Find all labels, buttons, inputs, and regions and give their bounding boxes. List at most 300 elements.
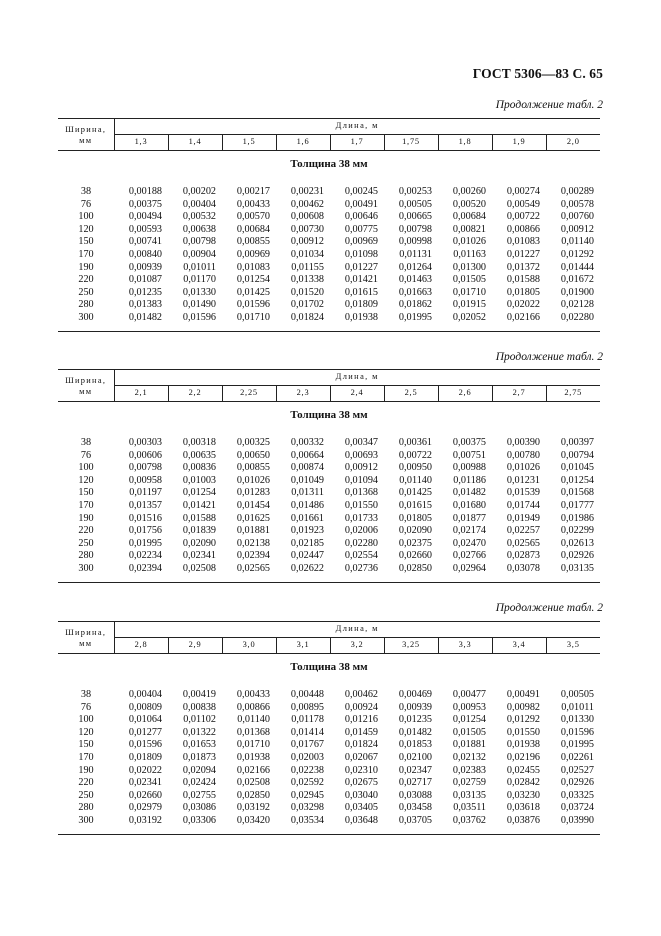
volume-cell: 0,02873: [506, 550, 540, 562]
table-row: [58, 790, 600, 803]
volume-cell: 0,00217: [236, 186, 270, 197]
length-header: Длина, м: [114, 622, 600, 638]
volume-cell: 0,00809: [128, 701, 162, 713]
width-cell: 150: [78, 739, 94, 751]
width-cell: 250: [78, 789, 94, 801]
volume-cell: 0,01938: [344, 311, 378, 323]
volume-cell: 0,00684: [236, 223, 270, 235]
volume-cell: 0,02613: [560, 537, 594, 549]
volume-cell: 0,03876: [506, 814, 540, 826]
volume-cell: 0,02067: [344, 751, 378, 763]
volume-cell: 0,00988: [452, 462, 486, 474]
row-header-width: [58, 370, 114, 402]
table-row: [58, 224, 600, 237]
width-cell: 280: [78, 802, 94, 814]
volume-cell: 0,02394: [236, 550, 270, 562]
volume-cell: 0,01949: [506, 512, 540, 524]
volume-cell: 0,02022: [506, 299, 540, 311]
volume-cell: 0,00608: [290, 211, 324, 223]
volume-cell: 0,02565: [506, 537, 540, 549]
volume-cell: 0,00274: [506, 186, 540, 197]
column-header: 2,5: [384, 386, 438, 402]
volume-cell: 0,00693: [344, 449, 378, 461]
volume-cell: 0,01756: [128, 525, 162, 537]
volume-cell: 0,01311: [291, 487, 324, 499]
row-header-label: Ширина, мм: [65, 627, 107, 648]
volume-cell: 0,02979: [128, 802, 162, 814]
volume-cell: 0,01231: [506, 474, 540, 486]
volume-cell: 0,02447: [290, 550, 324, 562]
volume-cell: 0,00245: [344, 186, 378, 197]
column-header: 3,3: [438, 638, 492, 654]
volume-cell: 0,00912: [344, 462, 378, 474]
volume-cell: 0,00780: [506, 449, 540, 461]
volume-cell: 0,02257: [506, 525, 540, 537]
volume-cell: 0,01710: [452, 286, 486, 298]
volume-cell: 0,00638: [182, 223, 216, 235]
volume-cell: 0,00505: [560, 689, 594, 700]
length-header: Длина, м: [114, 370, 600, 386]
volume-cell: 0,01102: [183, 714, 216, 726]
volume-cell: 0,01140: [237, 714, 270, 726]
table-row: [58, 312, 600, 325]
volume-cell: 0,01197: [129, 487, 162, 499]
volume-cell: 0,01663: [398, 286, 432, 298]
volume-cell: 0,00520: [452, 198, 486, 210]
volume-cell: 0,00404: [182, 198, 216, 210]
table-row: [58, 714, 600, 727]
volume-cell: 0,00798: [128, 462, 162, 474]
table-row: [58, 274, 600, 287]
volume-cell: 0,02964: [452, 562, 486, 574]
data-table: [58, 369, 600, 583]
volume-cell: 0,01094: [344, 474, 378, 486]
volume-cell: 0,02094: [182, 764, 216, 776]
volume-cell: 0,01026: [452, 236, 486, 248]
table-row: [58, 186, 600, 199]
volume-cell: 0,02717: [398, 777, 432, 789]
volume-cell: 0,01425: [236, 286, 270, 298]
column-header: 3,4: [492, 638, 546, 654]
volume-cell: 0,00912: [560, 223, 594, 235]
volume-cell: 0,01482: [398, 726, 432, 738]
table-row: [58, 475, 600, 488]
volume-cell: 0,02850: [398, 562, 432, 574]
volume-cell: 0,02280: [344, 537, 378, 549]
column-header: 2,7: [492, 386, 546, 402]
volume-cell: 0,02736: [344, 562, 378, 574]
volume-cell: 0,01550: [506, 726, 540, 738]
volume-cell: 0,01881: [236, 525, 270, 537]
column-header: 2,2: [168, 386, 222, 402]
volume-cell: 0,00821: [452, 223, 486, 235]
width-cell: 150: [78, 236, 94, 248]
volume-cell: 0,02022: [128, 764, 162, 776]
volume-cell: 0,00433: [236, 689, 270, 700]
width-cell: 38: [80, 689, 92, 700]
width-cell: 170: [78, 499, 94, 511]
volume-cell: 0,00684: [452, 211, 486, 223]
volume-cell: 0,01227: [344, 261, 378, 273]
width-cell: 150: [78, 487, 94, 499]
volume-cell: 0,00477: [452, 689, 486, 700]
volume-cell: 0,01900: [560, 286, 594, 298]
volume-cell: 0,01131: [399, 248, 432, 260]
column-header: 2,25: [222, 386, 276, 402]
volume-cell: 0,02660: [398, 550, 432, 562]
table-row: [58, 450, 600, 463]
volume-cell: 0,00866: [236, 701, 270, 713]
volume-cell: 0,02006: [344, 525, 378, 537]
volume-cell: 0,02508: [182, 562, 216, 574]
table-row: [58, 777, 600, 790]
volume-cell: 0,00838: [182, 701, 216, 713]
volume-cell: 0,00939: [128, 261, 162, 273]
volume-cell: 0,00982: [506, 701, 540, 713]
volume-cell: 0,01026: [506, 462, 540, 474]
volume-cell: 0,02052: [452, 311, 486, 323]
volume-cell: 0,00751: [452, 449, 486, 461]
volume-cell: 0,01049: [290, 474, 324, 486]
page-header: ГОСТ 5306—83 С. 65: [472, 66, 603, 81]
volume-cell: 0,03420: [236, 814, 270, 826]
volume-cell: 0,00798: [182, 236, 216, 248]
volume-cell: 0,02261: [560, 751, 594, 763]
volume-cell: 0,00549: [506, 198, 540, 210]
volume-cell: 0,00939: [398, 701, 432, 713]
volume-cell: 0,01368: [344, 487, 378, 499]
volume-cell: 0,02100: [398, 751, 432, 763]
volume-cell: 0,02003: [290, 751, 324, 763]
volume-cell: 0,01283: [236, 487, 270, 499]
width-cell: 100: [78, 211, 94, 223]
volume-cell: 0,02138: [236, 537, 270, 549]
volume-cell: 0,01995: [128, 537, 162, 549]
width-cell: 280: [78, 299, 94, 311]
table-row: [58, 211, 600, 224]
volume-cell: 0,00260: [452, 186, 486, 197]
volume-cell: 0,01568: [560, 487, 594, 499]
volume-table-1: [58, 118, 600, 332]
volume-cell: 0,01710: [236, 739, 270, 751]
volume-cell: 0,02945: [290, 789, 324, 801]
width-cell: 190: [78, 261, 94, 273]
column-header: 1,9: [492, 135, 546, 151]
width-cell: 76: [80, 198, 92, 210]
volume-cell: 0,02174: [452, 525, 486, 537]
volume-cell: 0,00433: [236, 198, 270, 210]
volume-cell: 0,01588: [506, 274, 540, 286]
table-row: [58, 462, 600, 475]
volume-cell: 0,00318: [182, 437, 216, 448]
volume-cell: 0,01805: [398, 512, 432, 524]
volume-cell: 0,01383: [128, 299, 162, 311]
volume-cell: 0,00375: [452, 437, 486, 448]
table-row: [58, 262, 600, 275]
table-continuation-label: Продолжение табл. 2: [495, 351, 603, 363]
volume-cell: 0,01550: [344, 499, 378, 511]
volume-cell: 0,03762: [452, 814, 486, 826]
volume-cell: 0,01045: [560, 462, 594, 474]
volume-cell: 0,01235: [128, 286, 162, 298]
volume-cell: 0,01140: [561, 236, 594, 248]
volume-cell: 0,01330: [182, 286, 216, 298]
width-cell: 38: [80, 186, 92, 197]
volume-cell: 0,02128: [560, 299, 594, 311]
volume-cell: 0,01087: [128, 274, 162, 286]
volume-cell: 0,01414: [290, 726, 324, 738]
width-cell: 120: [78, 726, 94, 738]
volume-cell: 0,03192: [236, 802, 270, 814]
volume-cell: 0,02842: [506, 777, 540, 789]
volume-cell: 0,00462: [290, 198, 324, 210]
volume-cell: 0,01596: [560, 726, 594, 738]
volume-cell: 0,00924: [344, 701, 378, 713]
column-header: 3,5: [546, 638, 600, 654]
volume-cell: 0,01163: [453, 248, 486, 260]
width-cell: 300: [78, 311, 94, 323]
width-cell: 76: [80, 701, 92, 713]
volume-cell: 0,01995: [560, 739, 594, 751]
volume-cell: 0,01733: [344, 512, 378, 524]
volume-cell: 0,01505: [452, 274, 486, 286]
table-row: [58, 437, 600, 450]
volume-cell: 0,01463: [398, 274, 432, 286]
volume-cell: 0,00953: [452, 701, 486, 713]
volume-cell: 0,02527: [560, 764, 594, 776]
volume-cell: 0,01425: [398, 487, 432, 499]
volume-cell: 0,01482: [452, 487, 486, 499]
volume-cell: 0,01986: [560, 512, 594, 524]
volume-cell: 0,01254: [182, 487, 216, 499]
table-row: [58, 563, 600, 576]
volume-cell: 0,00998: [398, 236, 432, 248]
width-cell: 120: [78, 223, 94, 235]
volume-cell: 0,02238: [290, 764, 324, 776]
volume-cell: 0,02185: [290, 537, 324, 549]
volume-cell: 0,01003: [182, 474, 216, 486]
volume-cell: 0,00289: [560, 186, 594, 197]
volume-cell: 0,01824: [344, 739, 378, 751]
column-header: 1,6: [276, 135, 330, 151]
table-row: [58, 249, 600, 262]
volume-cell: 0,01155: [291, 261, 324, 273]
column-header: 1,75: [384, 135, 438, 151]
volume-cell: 0,02622: [290, 562, 324, 574]
width-cell: 250: [78, 537, 94, 549]
volume-cell: 0,01140: [399, 474, 432, 486]
table-row: [58, 802, 600, 815]
width-cell: 220: [78, 777, 94, 789]
column-header: 2,8: [114, 638, 168, 654]
width-cell: 220: [78, 525, 94, 537]
volume-cell: 0,02310: [344, 764, 378, 776]
volume-cell: 0,00798: [398, 223, 432, 235]
table-row: [58, 752, 600, 765]
volume-cell: 0,01178: [291, 714, 324, 726]
volume-cell: 0,00448: [290, 689, 324, 700]
volume-cell: 0,00969: [344, 236, 378, 248]
volume-cell: 0,01615: [398, 499, 432, 511]
volume-cell: 0,01995: [398, 311, 432, 323]
volume-cell: 0,01421: [344, 274, 378, 286]
volume-cell: 0,02375: [398, 537, 432, 549]
volume-cell: 0,01486: [290, 499, 324, 511]
volume-cell: 0,03405: [344, 802, 378, 814]
volume-cell: 0,02424: [182, 777, 216, 789]
volume-cell: 0,01702: [290, 299, 324, 311]
column-header: 2,3: [276, 386, 330, 402]
volume-cell: 0,01421: [182, 499, 216, 511]
volume-cell: 0,00570: [236, 211, 270, 223]
volume-cell: 0,01330: [560, 714, 594, 726]
volume-cell: 0,03230: [506, 789, 540, 801]
volume-cell: 0,01777: [560, 499, 594, 511]
table-row: [58, 739, 600, 752]
volume-cell: 0,02592: [290, 777, 324, 789]
volume-cell: 0,02196: [506, 751, 540, 763]
volume-cell: 0,02766: [452, 550, 486, 562]
volume-cell: 0,03088: [398, 789, 432, 801]
data-table: [58, 621, 600, 835]
volume-cell: 0,01767: [290, 739, 324, 751]
volume-cell: 0,03325: [560, 789, 594, 801]
table-row: [58, 550, 600, 563]
volume-cell: 0,00950: [398, 462, 432, 474]
width-cell: 38: [80, 437, 92, 448]
volume-cell: 0,03306: [182, 814, 216, 826]
volume-cell: 0,02660: [128, 789, 162, 801]
volume-cell: 0,01653: [182, 739, 216, 751]
volume-cell: 0,02926: [560, 777, 594, 789]
volume-cell: 0,01064: [128, 714, 162, 726]
volume-cell: 0,02470: [452, 537, 486, 549]
volume-cell: 0,01938: [506, 739, 540, 751]
column-header: 2,9: [168, 638, 222, 654]
volume-cell: 0,01300: [452, 261, 486, 273]
volume-cell: 0,01596: [236, 299, 270, 311]
volume-cell: 0,00794: [560, 449, 594, 461]
volume-cell: 0,00969: [236, 248, 270, 260]
volume-cell: 0,01322: [182, 726, 216, 738]
width-cell: 300: [78, 814, 94, 826]
width-cell: 170: [78, 248, 94, 260]
volume-cell: 0,01254: [236, 274, 270, 286]
volume-cell: 0,00532: [182, 211, 216, 223]
volume-cell: 0,00375: [128, 198, 162, 210]
table-row: [58, 525, 600, 538]
volume-cell: 0,00730: [290, 223, 324, 235]
volume-cell: 0,01588: [182, 512, 216, 524]
volume-cell: 0,02132: [452, 751, 486, 763]
volume-cell: 0,02508: [236, 777, 270, 789]
volume-cell: 0,03534: [290, 814, 324, 826]
volume-cell: 0,01938: [236, 751, 270, 763]
volume-cell: 0,03135: [560, 562, 594, 574]
volume-cell: 0,01011: [183, 261, 216, 273]
volume-cell: 0,00912: [290, 236, 324, 248]
volume-cell: 0,01254: [452, 714, 486, 726]
width-cell: 170: [78, 751, 94, 763]
volume-cell: 0,02341: [128, 777, 162, 789]
volume-table-2: [58, 369, 600, 583]
volume-cell: 0,01805: [506, 286, 540, 298]
volume-cell: 0,02554: [344, 550, 378, 562]
volume-cell: 0,01881: [452, 739, 486, 751]
volume-cell: 0,01083: [506, 236, 540, 248]
volume-cell: 0,02850: [236, 789, 270, 801]
volume-cell: 0,00347: [344, 437, 378, 448]
volume-cell: 0,01862: [398, 299, 432, 311]
volume-cell: 0,01516: [128, 512, 162, 524]
column-header: 2,1: [114, 386, 168, 402]
volume-cell: 0,00855: [236, 462, 270, 474]
volume-cell: 0,03040: [344, 789, 378, 801]
volume-cell: 0,00462: [344, 689, 378, 700]
volume-cell: 0,02299: [560, 525, 594, 537]
volume-cell: 0,01186: [453, 474, 486, 486]
volume-cell: 0,00760: [560, 211, 594, 223]
volume-cell: 0,00646: [344, 211, 378, 223]
table-continuation-label: Продолжение табл. 2: [495, 99, 603, 111]
volume-cell: 0,00332: [290, 437, 324, 448]
volume-cell: 0,02341: [182, 550, 216, 562]
volume-cell: 0,02755: [182, 789, 216, 801]
volume-cell: 0,01680: [452, 499, 486, 511]
column-header: 1,3: [114, 135, 168, 151]
volume-cell: 0,01368: [236, 726, 270, 738]
volume-cell: 0,03724: [560, 802, 594, 814]
volume-cell: 0,01710: [236, 311, 270, 323]
column-header: 2,6: [438, 386, 492, 402]
volume-cell: 0,00722: [506, 211, 540, 223]
volume-cell: 0,01809: [128, 751, 162, 763]
volume-cell: 0,00253: [398, 186, 432, 197]
volume-cell: 0,01596: [182, 311, 216, 323]
volume-cell: 0,01216: [344, 714, 378, 726]
table-row: [58, 299, 600, 312]
volume-cell: 0,02234: [128, 550, 162, 562]
width-cell: 76: [80, 449, 92, 461]
table-row: [58, 538, 600, 551]
table-row: [58, 236, 600, 249]
volume-cell: 0,01661: [290, 512, 324, 524]
section-title: Толщина 38 мм: [290, 408, 368, 421]
row-header-label: Ширина, мм: [65, 375, 107, 396]
volume-cell: 0,01098: [344, 248, 378, 260]
volume-cell: 0,01372: [506, 261, 540, 273]
column-header: 1,8: [438, 135, 492, 151]
column-header: 3,25: [384, 638, 438, 654]
volume-cell: 0,01338: [290, 274, 324, 286]
volume-cell: 0,00419: [182, 689, 216, 700]
volume-cell: 0,02383: [452, 764, 486, 776]
column-header: 3,2: [330, 638, 384, 654]
width-cell: 120: [78, 474, 94, 486]
column-header: 1,4: [168, 135, 222, 151]
volume-cell: 0,01011: [561, 701, 594, 713]
column-header: 2,75: [546, 386, 600, 402]
table-row: [58, 815, 600, 828]
volume-cell: 0,00606: [128, 449, 162, 461]
volume-cell: 0,00840: [128, 248, 162, 260]
volume-cell: 0,01026: [236, 474, 270, 486]
row-header-width: [58, 622, 114, 654]
length-header: Длина, м: [114, 119, 600, 135]
volume-cell: 0,00231: [290, 186, 324, 197]
volume-cell: 0,00635: [182, 449, 216, 461]
volume-cell: 0,00650: [236, 449, 270, 461]
